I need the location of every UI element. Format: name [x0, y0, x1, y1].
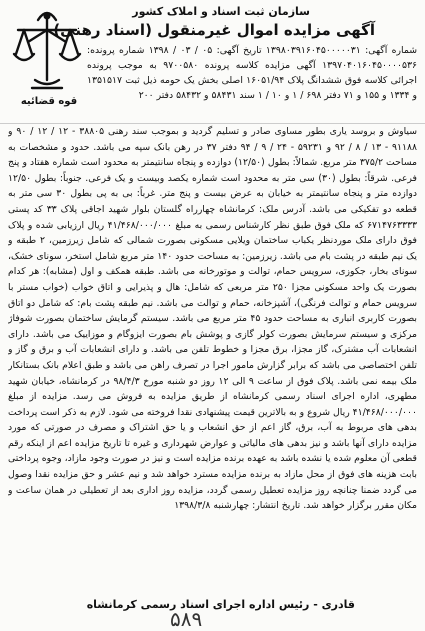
- scales-of-justice-icon: [8, 8, 86, 100]
- logo-caption: قوه قضائیه: [20, 96, 78, 107]
- ad-title: آگهی مزایده اموال غیرمنقول (اسناد رهنی): [53, 21, 375, 39]
- ad-header: [0, 0, 425, 126]
- ad-meta: شماره آگهی: ۱۳۹۸۰۳۹۱۶۰۴۵۰۰۰۰۰۳۱ تاریخ آگهی: ۰۵ / ۰۳ / ۱۳۹۸ شماره پرونده: ۱۳۹۷۰۴۰۱۶۰۴۵۰۰۰۰۵۳۶ آگهی مزایده کلاسه پرونده ۹۷۰۰۵۸۰ به موجب پرونده اجرائی کلاسه فوق ششدانگ پلاک ۱۶۰۵۱/۹۴ اصلی بخش یک حومه ذیل ثبت ۱۳۵۱۵۱۷ و ۱۳۳۴ و ۱۵۵ و ۷۱ دفتر ۶۹۸ / ۱ و ۱۰ / ۱ سند ۵۸۴۳۱ و ۵۸۴۳۲ دفتر ۲۰۰: [87, 45, 417, 101]
- handwritten-mark: ۵۸۹: [170, 607, 203, 631]
- organization-name: سازمان ثبت اسناد و املاک کشور: [132, 5, 310, 18]
- ad-body: سیاوش و بروسد یاری بطور مساوی صادر و تسلیم گردید و بموجب سند رهنی ۳۸۸۰۵ - ۱۲ / ۱۲ / ۹۰ و ۹۱۱۸۸ - ۱۳ / ۸ / ۹۲ و ۵۹۲۳۱ - ۲۴ / ۹ / ۹۴ دفتر ۳۷ در رهن بانک سپه می باشد. حدود و مشخصات به مساحت ۳۷۵/۲ متر مربع. شمالاً: بطول (۱۲/۵۰) دوازده و پنجاه سانتیمتر به محدود است شماره هفتاد و پنج فرعی. شرقاً: بطول (۳۰) سی متر به محدود است شماره یکصد وبیست و یک فرعی. جنوباً: بطول ۱۲/۵۰ دوازده متر و پنجاه سانتیمتر به خیابان به عرض بیست و پنج متر. غرباً: بی به پی بطول ۳۰ سی متر به قطعه دو تفکیکی می باشد. آدرس ملک: کرمانشاه چهارراه گلستان بلوار شهید اجاقی پلاک ۳۳ کد پستی ۶۷۱۴۷۶۳۳۳۳ که ملک فوق طبق نظر کارشناس رسمی به مبلغ ۴۱/۴۶۸/۰۰۰/۰۰۰ ریال ارزیابی شده و پلاک فوق دارای ملک موردنظر یکباب ساختمان ویلایی مسکونی بصورت شمالی که شامل زیرزمین، ۲ طبقه و یک نیم طبقه در پشت بام می باشد. زیرزمین: به مساحت حدود ۱۴۰ متر مربع شامل استخر، سونای خشک، سونای بخار، جکوزی، سرویس حمام، توالت و موتورخانه می باشد. طبقه همکف و اول (مشابه): هر کدام بصورت یک واحد مسکونی مجزا ۲۵۰ متر مربعی که شامل: هال و پذیرایی و اتاق خواب (خواب مستر با سرویس حمام و توالت فرنگی)، آشپزخانه، حمام و توالت می باشد. نیم طبقه پشت بام: که شامل دو اتاق بصورت کاربری انباری به مساحت حدود ۴۵ متر مربع می باشد. سیستم گرمایش ساختمان بصورت شوفاژ مرکزی و سیستم سرمایش بصورت کولر گازی و پوشش بام بصورت ایزوگام و موزاییک می باشد. دارای انشعابات آب مشترک، گاز مجزا، برق مجزا و خطوط تلفن می باشد. و دارای انشعابات آب و برق و گاز و تلفن اختصاصی می باشد که برابر گزارش مامور اجرا در تصرف راهن می باشد و طبق اعلام بانک بستانکار ملک بیمه نمی باشد. پلاک فوق از ساعت ۹ الی ۱۲ روز دو شنبه مورخ ۹۸/۴/۳ در کرمانشاه، خیابان شهید مطهری، اداره اجرای اسناد رسمی کرمانشاه از طریق مزایده به فروش می رسد. مزایده از مبلغ ۴۱/۴۶۸/۰۰۰/۰۰۰ ریال شروع و به بالاترین قیمت پیشنهادی نقدا فروخته می شود. لازم به ذکر است پرداخت بدهی های مربوط به آب، برق، گاز اعم از حق انشعاب و یا حق اشتراک و مصرف در صورتی که مورد مزایده دارای آنها باشد و نیز بدهی های مالیاتی و عوارض شهرداری و غیره تا تاریخ مزایده اعم از اینکه رقم قطعی آن معلوم شده یا نشده باشد به عهده برنده مزایده است و نیز در صورت وجود مازاد، وجوه پرداختی بابت هزینه های فوق از محل مازاد به برنده مزایده مسترد خواهد شد و نیم عشر و حق مزایده نقدا وصول می گردد ضمنا چنانچه روز مزایده تعطیل رسمی گردد، مزایده روز اداری بعد از تعطیلی در همان ساعت و مکان مقرر برگزار خواهد شد. تاریخ انتشار: چهارشنبه ۱۳۹۸/۳/۸: [8, 126, 417, 512]
- ad-signature: قادری - رئیس اداره اجرای اسناد رسمی کرمانشاه: [86, 598, 355, 611]
